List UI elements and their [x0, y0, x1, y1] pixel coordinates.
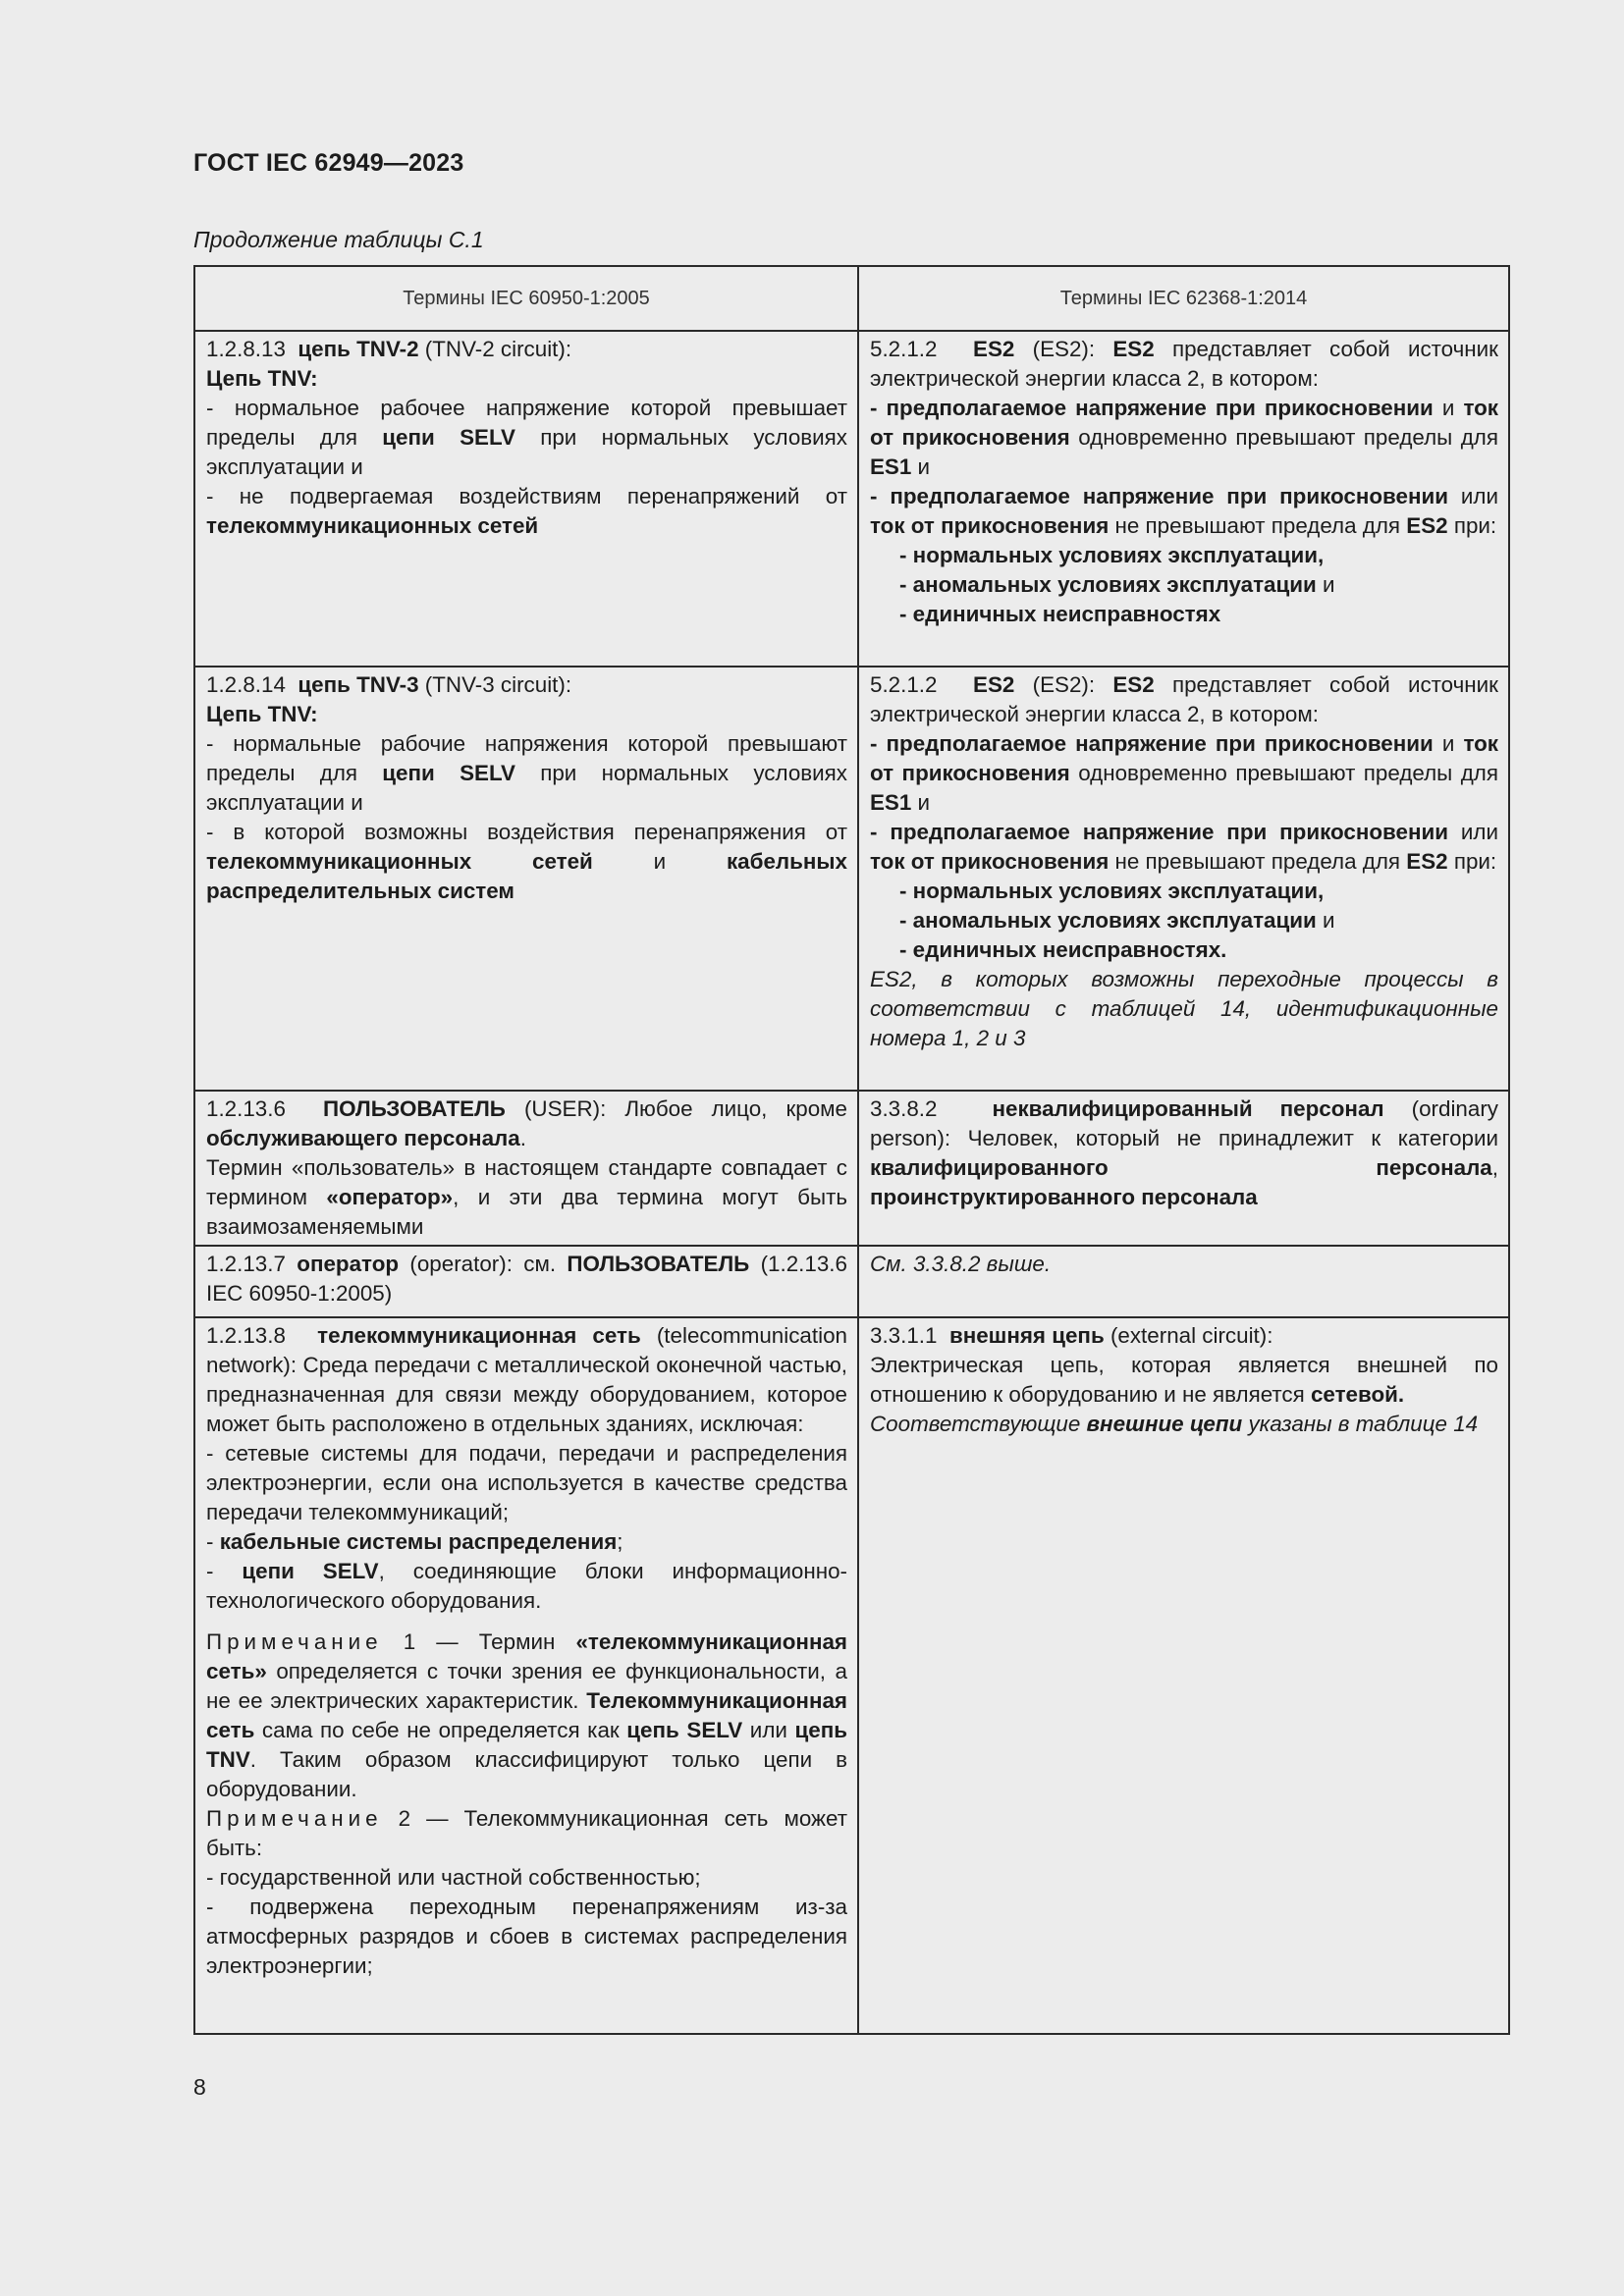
table-caption: Продолжение таблицы С.1 — [193, 227, 484, 252]
cell-iec-62368-term — [858, 667, 1509, 1091]
definition-text: Электрическая цепь, которая является внешней по отношению к оборудованию и не является сетевой. — [870, 1353, 1498, 1407]
definition-item: - предполагаемое напряжение при прикосновении или ток от прикосновения не превышают предела для ES2 при: — [870, 820, 1498, 874]
cell-iec-60950-term — [194, 1317, 858, 2034]
definition-heading: Цепь TNV: — [206, 366, 318, 391]
cell-iec-62368-term — [858, 1317, 1509, 2034]
cell-iec-62368-term — [858, 1246, 1509, 1317]
term-definition: 1.2.8.13 цепь TNV-2 (TNV-2 circuit): — [206, 337, 572, 361]
definition-item: - предполагаемое напряжение при прикосновении или ток от прикосновения не превышают предела для ES2 при: — [870, 484, 1498, 538]
condition-item: - нормальных условиях эксплуатации, — [899, 543, 1325, 567]
table-row — [194, 667, 1509, 1091]
term-note: Термин «пользователь» в настоящем стандарте совпадает с термином «оператор», и эти два термина могут быть взаимозаменяемыми — [206, 1155, 847, 1239]
note-1: Примечание 1 — Термин «телекоммуникационная сеть» определяется с точки зрения ее функциональности, а не ее электрических характеристик. Телекоммуникационная сеть сама по себе не определяется как цепь SELV или цепь TNV. Таким образом классифицируют только цепи в оборудовании. — [206, 1629, 847, 1801]
table-header-row — [194, 266, 1509, 331]
note-item: - подвержена переходным перенапряжениям из-за атмосферных разрядов и сбоев в системах распределения электроэнергии; — [206, 1895, 847, 1978]
condition-item: - единичных неисправностях — [899, 602, 1221, 626]
condition-item: - нормальных условиях эксплуатации, — [899, 879, 1325, 903]
definition-item: - не подвергаемая воздействиям перенапряжений от телекоммуникационных сетей — [206, 484, 847, 538]
cell-iec-60950-term — [194, 1246, 858, 1317]
term-definition: 5.2.1.2 ES2 (ES2): ES2 представляет собой источник электрической энергии класса 2, в котором: — [870, 672, 1498, 726]
term-definition: 5.2.1.2 ES2 (ES2): ES2 представляет собой источник электрической энергии класса 2, в котором: — [870, 337, 1498, 391]
column-header-iec-60950: Термины IEC 60950-1:2005 — [194, 266, 858, 331]
definition-item: - в которой возможны воздействия перенапряжения от телекоммуникационных сетей и кабельных распределительных систем — [206, 820, 847, 903]
note-item: - государственной или частной собственностью; — [206, 1865, 701, 1890]
cell-iec-60950-term — [194, 331, 858, 667]
definition-heading: Цепь TNV: — [206, 702, 318, 726]
cell-iec-62368-term — [858, 1091, 1509, 1246]
condition-item: - аномальных условиях эксплуатации и — [899, 572, 1335, 597]
cell-iec-60950-term — [194, 667, 858, 1091]
condition-item: - аномальных условиях эксплуатации и — [899, 908, 1335, 933]
term-definition: 1.2.13.7 оператор (operator): см. ПОЛЬЗОВАТЕЛЬ (1.2.13.6 IEC 60950-1:2005) — [206, 1252, 847, 1306]
term-definition: 3.3.1.1 внешняя цепь (external circuit): — [870, 1323, 1273, 1348]
table-row — [194, 1246, 1509, 1317]
column-header-iec-62368: Термины IEC 62368-1:2014 — [858, 266, 1509, 331]
table-row — [194, 1317, 1509, 2034]
definition-item: - предполагаемое напряжение при прикосновении и ток от прикосновения одновременно превышают пределы для ES1 и — [870, 731, 1499, 815]
terms-table — [193, 265, 1510, 2035]
cross-reference: См. 3.3.8.2 выше. — [870, 1252, 1052, 1276]
page-number: 8 — [193, 2074, 206, 2100]
cell-iec-60950-term — [194, 1091, 858, 1246]
exclusion-item: - цепи SELV, соединяющие блоки информационно-технологического оборудования. — [206, 1559, 848, 1613]
spacer — [206, 1616, 847, 1628]
definition-item: - предполагаемое напряжение при прикосновении и ток от прикосновения одновременно превышают пределы для ES1 и — [870, 396, 1499, 479]
term-definition: 1.2.13.8 телекоммуникационная сеть (telecommunication network): Среда передачи с металлической оконечной частью, предназначенная для связи между оборудованием, которое может быть расположено в отдельных зданиях, исключая: — [206, 1323, 847, 1436]
term-note: ES2, в которых возможны переходные процессы в соответствии с таблицей 14, идентификационные номера 1, 2 и 3 — [870, 967, 1498, 1050]
definition-item: - нормальные рабочие напряжения которой превышают пределы для цепи SELV при нормальных условиях эксплуатации и — [206, 731, 847, 815]
term-note: Соответствующие внешние цепи указаны в таблице 14 — [870, 1412, 1479, 1436]
definition-item: - нормальное рабочее напряжение которой превышает пределы для цепи SELV при нормальных условиях эксплуатации и — [206, 396, 847, 479]
term-definition: 1.2.13.6 ПОЛЬЗОВАТЕЛЬ (USER): Любое лицо, кроме обслуживающего персонала. — [206, 1096, 847, 1150]
document-header: ГОСТ IEC 62949—2023 — [193, 149, 464, 177]
condition-item: - единичных неисправностях. — [899, 937, 1227, 962]
term-definition: 1.2.8.14 цепь TNV-3 (TNV-3 circuit): — [206, 672, 572, 697]
term-definition: 3.3.8.2 неквалифицированный персонал (ordinary person): Человек, который не принадлежит к категории квалифицированного персонала, проинструктированного персонала — [870, 1096, 1498, 1209]
table-row — [194, 1091, 1509, 1246]
cell-iec-62368-term — [858, 331, 1509, 667]
table-row — [194, 331, 1509, 667]
exclusion-item: - кабельные системы распределения; — [206, 1529, 623, 1554]
exclusion-item: - сетевые системы для подачи, передачи и распределения электроэнергии, если она используется в качестве средства передачи телекоммуникаций; — [206, 1441, 847, 1524]
note-2: Примечание 2 — Телекоммуникационная сеть может быть: — [206, 1806, 847, 1860]
